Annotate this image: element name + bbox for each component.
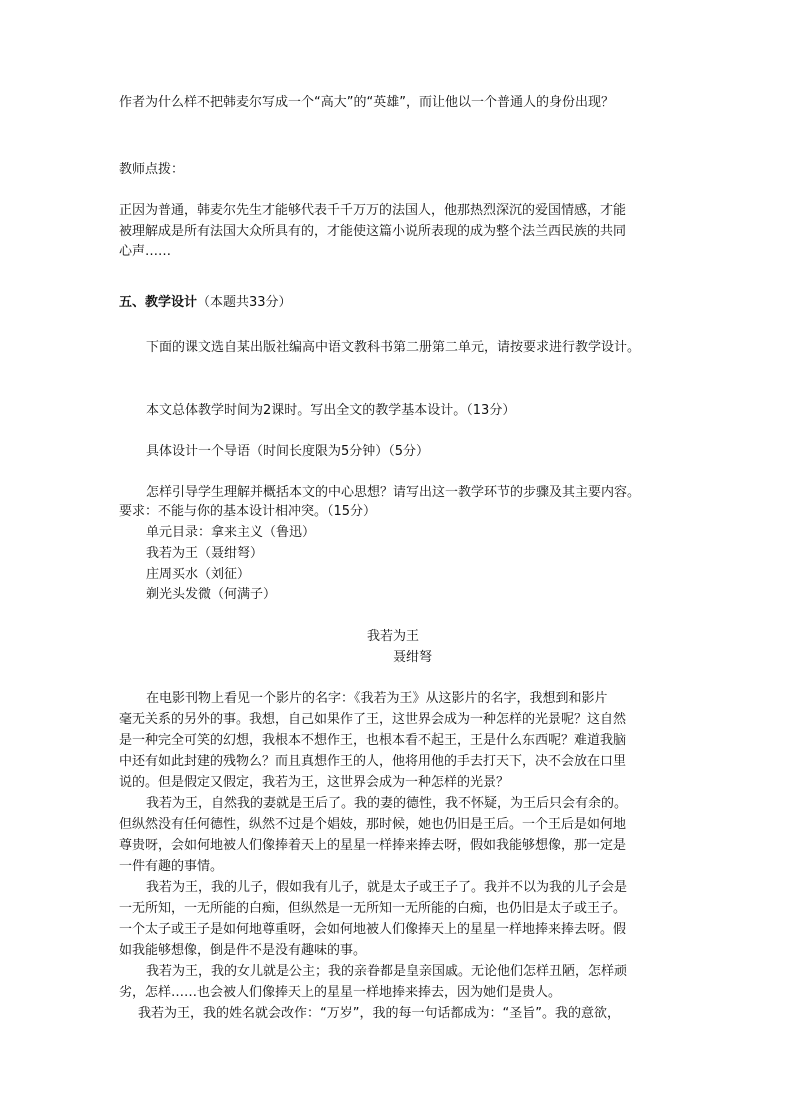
section-score-note: （本题共33分）: [197, 295, 292, 310]
article-line: 尊贵呀，会如何地被人们像捧着天上的星星一样捧来捧去呀，假如我能够想像，那一定是: [119, 838, 627, 853]
requirement-3-line: 要求：不能与你的基本设计相冲突。（15分）: [119, 504, 377, 519]
article-line: 是一种完全可笑的幻想，我根本不想作王，也根本看不起王，王是什么东西呢？难道我脑: [119, 733, 627, 748]
article-title: 我若为王: [367, 629, 420, 644]
article-line: 我若为王，我的姓名就会改作：“万岁”，我的每一句话都成为：“圣旨”。我的意欲，: [138, 1006, 620, 1021]
section-title: 五、教学设计: [119, 295, 198, 310]
article-line: 说的。但是假定又假定，我若为王，这世界会成为一种怎样的光景？: [119, 775, 510, 790]
answer-line: 正因为普通，韩麦尔先生才能够代表千千万万的法国人，他那热烈深沉的爱国情感，才能: [119, 203, 627, 218]
requirement-1: 本文总体教学时间为2课时。写出全文的教学基本设计。（13分）: [146, 403, 516, 418]
article-line: 毫无关系的另外的事。我想，自己如果作了王，这世界会成为一种怎样的光景呢？这自然: [119, 712, 627, 727]
question-text: 作者为什么样不把韩麦尔写成一个“高大”的“英雄”，而让他以一个普通人的身份出现？: [119, 95, 614, 110]
article-line: 我若为王，我的儿子，假如我有儿子，就是太子或王子了。我并不以为我的儿子会是: [146, 880, 628, 895]
requirement-3-line: 怎样引导学生理解并概括本文的中心思想？请写出这一教学环节的步骤及其主要内容。: [146, 485, 641, 500]
unit-item: 庄周买水（刘征）: [146, 567, 251, 582]
teacher-guide-label: 教师点拨：: [119, 162, 185, 177]
article-line: 我若为王，我的女儿就是公主；我的亲眷都是皇亲国戚。无论他们怎样丑陋，怎样顽: [146, 964, 628, 979]
article-line: 我若为王，自然我的妻就是王后了。我的妻的德性，我不怀疑，为王后只会有余的。: [146, 796, 628, 811]
article-line: 中还有如此封建的残物么？而且真想作王的人，他将用他的手去打天下，决不会放在口里: [119, 754, 627, 769]
article-line: 劣，怎样……也会被人们像捧天上的星星一样地捧来捧去，因为她们是贵人。: [119, 985, 562, 1000]
article-line: 但纵然没有任何德性，纵然不过是个娼妓，那时候，她也仍旧是王后。一个王后是如何地: [119, 817, 627, 832]
article-line: 如我能够想像，倒是件不是没有趣味的事。: [119, 943, 367, 958]
section-heading: [119, 293, 292, 313]
unit-item: 单元目录：拿来主义（鲁迅）: [146, 525, 316, 540]
requirement-2: 具体设计一个导语（时间长度限为5分钟）（5分）: [146, 444, 430, 459]
unit-item: 剃光头发微（何满子）: [146, 587, 277, 602]
article-line: 一无所知，一无所能的白痴，但纵然是一无所知一无所能的白痴，也仍旧是太子或王子。: [119, 901, 627, 916]
article-line: 在电影刊物上看见一个影片的名字：《我若为王》从这影片的名字，我想到和影片: [146, 691, 608, 706]
answer-line: 心声……: [119, 244, 172, 259]
answer-line: 被理解成是所有法国大众所具有的，才能使这篇小说所表现的成为整个法兰西民族的共同: [119, 224, 627, 239]
article-line: 一件有趣的事情。: [119, 859, 224, 874]
article-line: 一个太子或王子是如何地尊重呀，会如何地被人们像捧天上的星星一样地捧来捧去呀。假: [119, 922, 627, 937]
article-author: 聂绀弩: [393, 650, 433, 665]
unit-item: 我若为王（聂绀弩）: [146, 546, 264, 561]
section-intro: 下面的课文选自某出版社编高中语文教科书第二册第二单元，请按要求进行教学设计。: [146, 340, 641, 355]
